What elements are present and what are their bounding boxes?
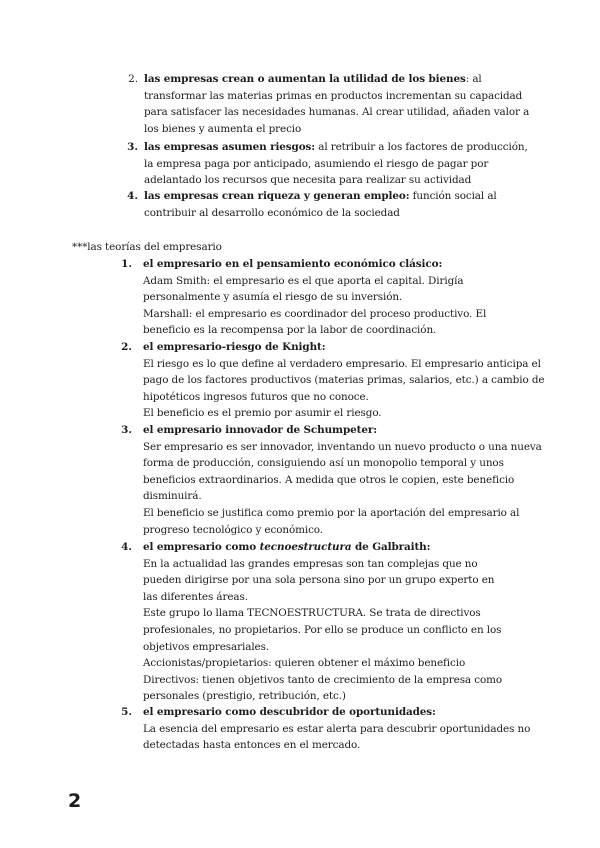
theory-line: hipotéticos ingresos futuros que no conoce. [143, 390, 369, 403]
theory-title: el empresario como tecnoestructura de Galbraith: [143, 541, 431, 553]
list-item [144, 71, 530, 137]
theory-block [143, 339, 544, 422]
theory-line: El riesgo es lo que define al verdadero empresario. El empresario anticipa el [143, 357, 541, 370]
section-title: ***las teorías del empresario [72, 241, 222, 253]
theory-line: disminuirá. [143, 490, 202, 503]
theory-line: personalmente y asumía el riesgo de su inversión. [143, 291, 403, 304]
theory-line: En la actualidad las grandes empresas son tan complejas que no [143, 557, 478, 570]
list-item-bold: las empresas crean riqueza y generan empleo: [144, 190, 410, 202]
theory-number: 1. [121, 258, 132, 270]
theory-number: 4. [121, 541, 132, 553]
theory-line: pueden dirigirse por una sola persona sino por un grupo experto en [143, 574, 495, 587]
theory-line: detectadas hasta entonces en el mercado. [143, 739, 361, 752]
theory-line: forma de producción, consiguiendo así un monopolio temporal y unos [143, 457, 504, 470]
theory-line: Este grupo lo llama TECNOESTRUCTURA. Se trata de directivos [143, 607, 481, 620]
theory-line: La esencia del empresario es estar alerta para descubrir oportunidades no [143, 722, 531, 735]
list-number: 2. [128, 73, 138, 85]
theory-title: el empresario-riesgo de Knight: [143, 341, 326, 353]
page-number: 2 [68, 790, 82, 812]
theory-block [143, 704, 530, 754]
theory-title: el empresario en el pensamiento económico clásico: [143, 258, 443, 270]
theory-line: las diferentes áreas. [143, 590, 248, 603]
list-item-text: : al transformar las materias primas en productos incrementan su capacidad para satisfacer las necesidades humanas. Al crear utilidad, añaden valor a los bienes y aumenta el precio [144, 73, 530, 135]
list-item [144, 188, 530, 221]
list-item-bold: las empresas asumen riesgos: [144, 141, 316, 153]
list-number: 4. [127, 190, 138, 202]
theory-line: Accionistas/propietarios: quieren obtener el máximo beneficio [143, 657, 466, 670]
theory-block [143, 422, 542, 538]
theory-line: Adam Smith: el empresario es el que aporta el capital. Dirigía [143, 274, 464, 287]
theory-title: el empresario como descubridor de oportunidades: [143, 706, 436, 718]
list-item-text: al retribuir a los factores de producción, la empresa paga por anticipado, asumiendo el riesgo de pagar por adelantado los recursos que necesita para realizar su actividad [144, 141, 528, 187]
theory-line: El beneficio es el premio por asumir el riesgo. [143, 407, 382, 420]
theory-line: Marshall: el empresario es coordinador del proceso productivo. El [143, 307, 487, 320]
theory-number: 5. [121, 706, 132, 718]
theory-number: 3. [121, 424, 132, 436]
theory-line: beneficios extraordinarios. A medida que otros le copien, este beneficio [143, 473, 515, 486]
theory-line: personales (prestigio, retribución, etc.) [143, 690, 346, 703]
theory-line: beneficio es la recompensa por la labor de coordinación. [143, 324, 437, 337]
theory-line: profesionales, no propietarios. Por ello se produce un conflicto en los [143, 623, 502, 636]
list-number: 3. [127, 141, 138, 153]
list-item-bold: las empresas crean o aumentan la utilidad de los bienes [144, 73, 466, 85]
theory-line: pago de los factores productivos (materias primas, salarios, etc.) a cambio de [143, 374, 545, 387]
theory-block [143, 256, 486, 339]
list-item [144, 139, 530, 189]
theory-line: Ser empresario es ser innovador, inventando un nuevo producto o una nueva [143, 440, 542, 453]
theory-line: El beneficio se justifica como premio por la aportación del empresario al [143, 506, 520, 519]
theory-line: objetivos empresariales. [143, 640, 270, 653]
theory-line: Directivos: tienen objetivos tanto de crecimiento de la empresa como [143, 673, 503, 686]
theory-block [143, 539, 502, 705]
list-item-text: función social al contribuir al desarrollo económico de la sociedad [144, 190, 497, 219]
theory-number: 2. [121, 341, 132, 353]
theory-line: progreso tecnológico y económico. [143, 523, 323, 536]
theory-title: el empresario innovador de Schumpeter: [143, 424, 377, 436]
